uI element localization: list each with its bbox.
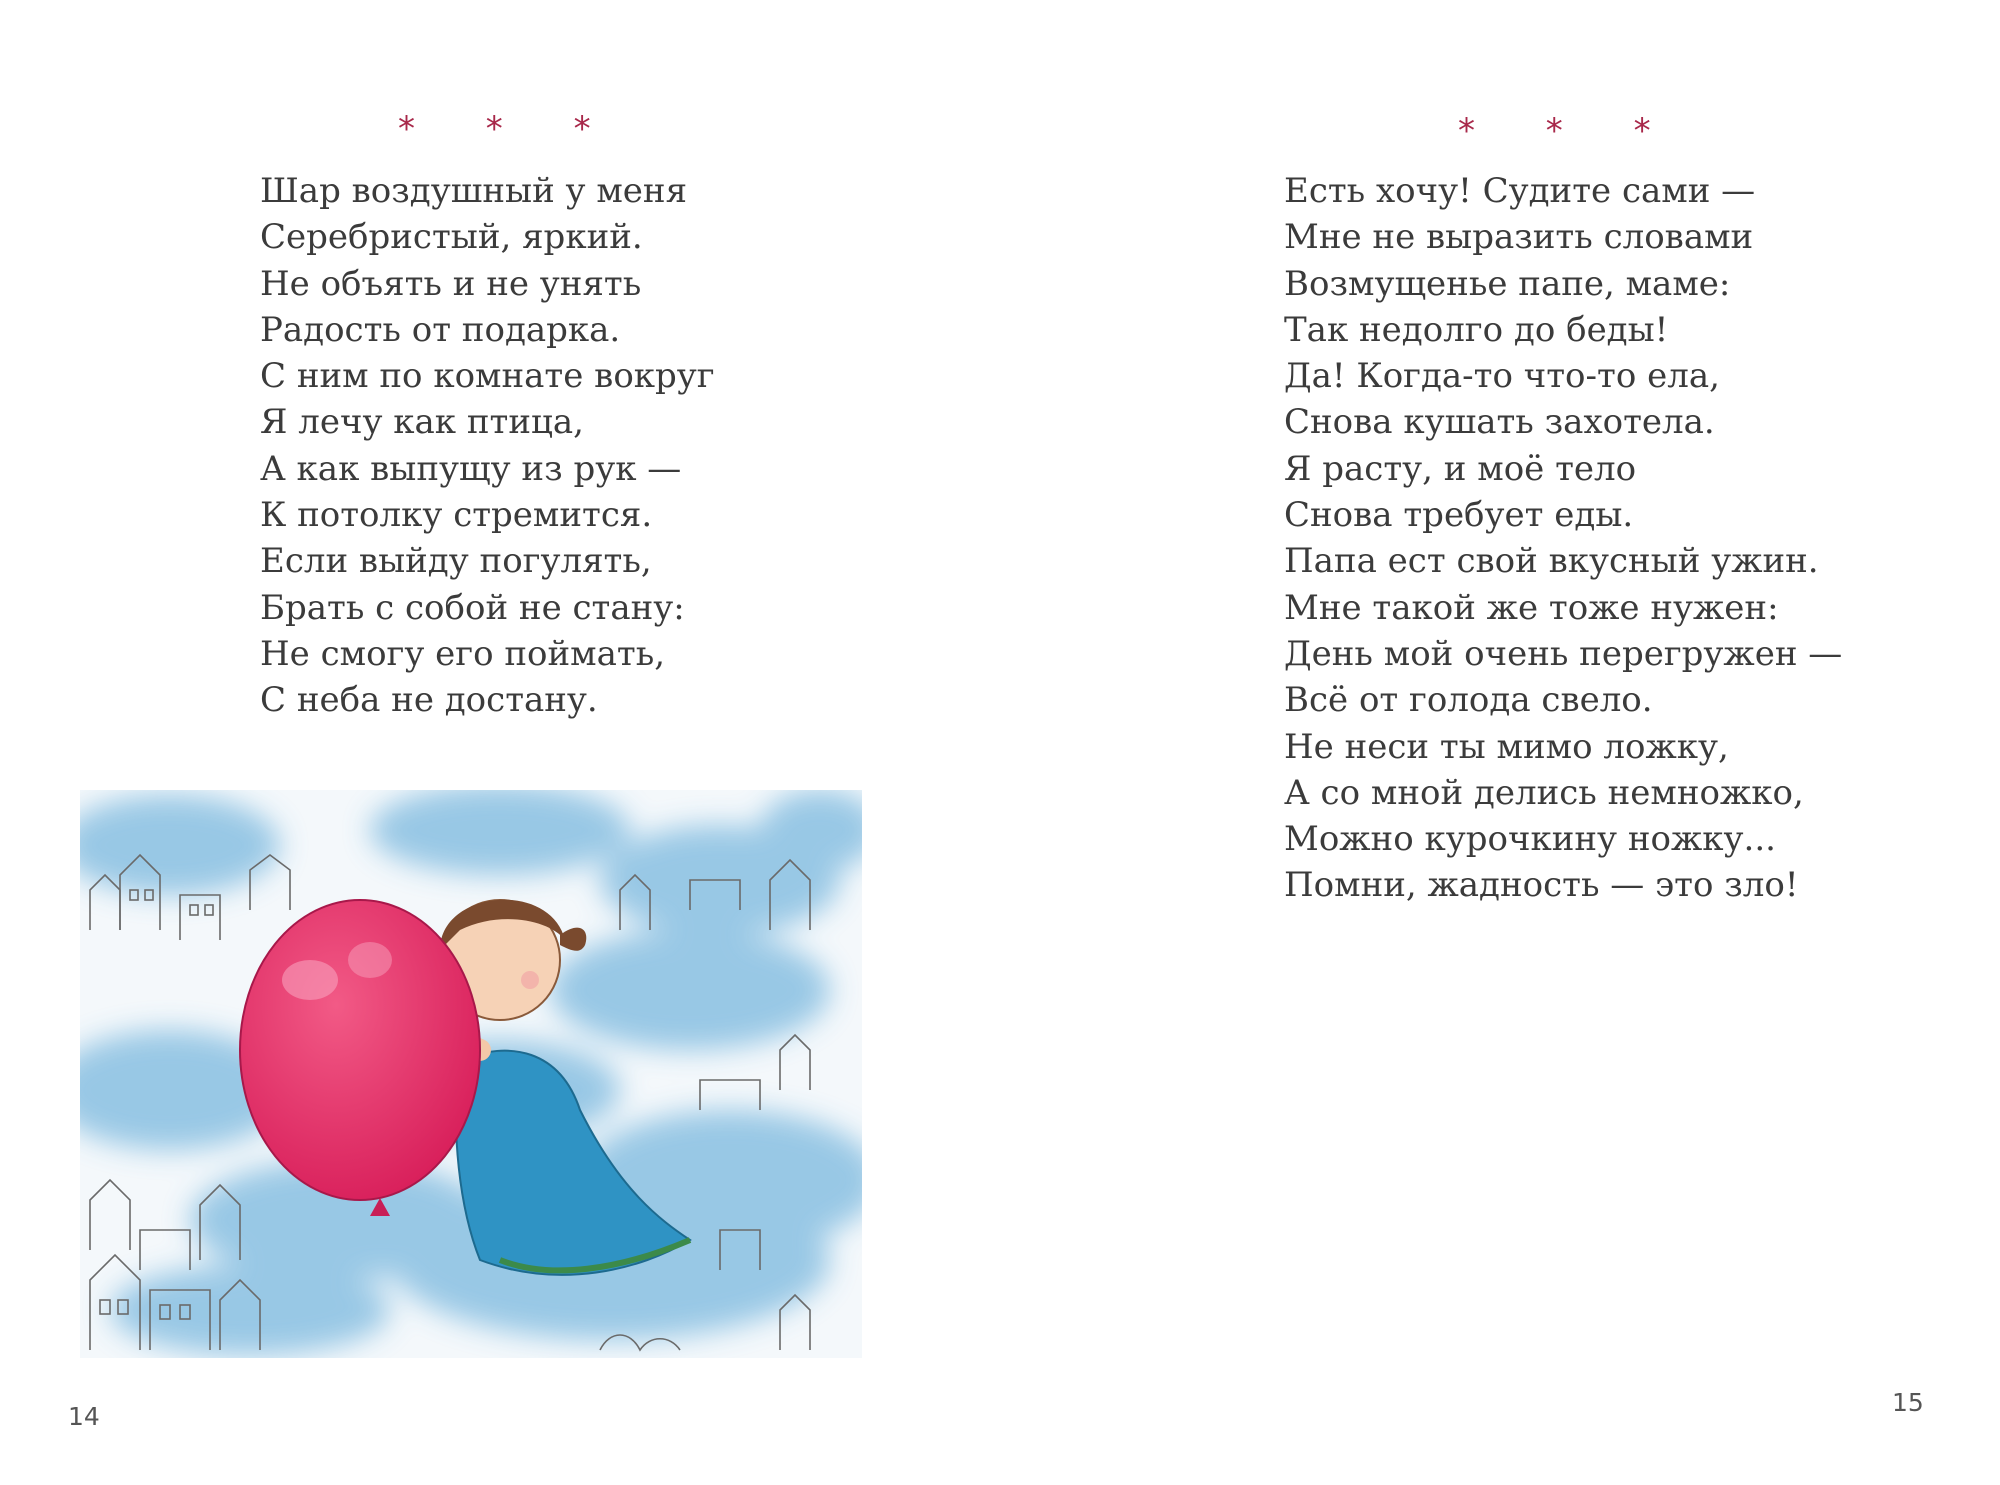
poem-line: Есть хочу! Судите сами — — [1284, 171, 1756, 211]
poem-hungry — [1284, 168, 1842, 909]
poem-line: Шар воздушный у меня — [260, 171, 688, 211]
poem-line: Мне такой же тоже нужен: — [1284, 587, 1779, 628]
poem-line: Возмущенье папе, маме: — [1284, 263, 1731, 304]
ornament-asterisks: * * * — [1458, 111, 1681, 151]
poem-line: Серебристый, яркий. — [260, 217, 643, 258]
poem-line: С ним по комнате вокруг — [260, 356, 715, 397]
poem-line: К потолку стремится. — [260, 495, 653, 536]
poem-line: Я расту, и моё тело — [1284, 448, 1637, 489]
page-number: 15 — [1892, 1388, 1924, 1417]
poem-line: Снова требует еды. — [1284, 495, 1634, 536]
right-page — [1000, 0, 2000, 1485]
poem-line: Не объять и не унять — [260, 263, 642, 304]
poem-line: С неба не достану. — [260, 680, 598, 721]
poem-line: Брать с собой не стану: — [260, 587, 685, 628]
poem-line: День мой очень перегружен — — [1284, 633, 1843, 674]
poem-line: А со мной делись немножко, — [1284, 772, 1804, 813]
poem-line: А как выпущу из рук — — [260, 448, 682, 489]
poem-line: Не смогу его поймать, — [260, 633, 666, 674]
poem-line: Можно курочкину ножку... — [1284, 819, 1776, 860]
page-number: 14 — [68, 1402, 100, 1431]
ornament-asterisks: * * * — [398, 109, 621, 149]
poem-line: Так недолго до беды! — [1284, 309, 1669, 350]
poem-line: Я лечу как птица, — [260, 402, 584, 443]
poem-line: Папа ест свой вкусный ужин. — [1284, 541, 1819, 582]
poem-line: Помни, жадность — это зло! — [1284, 865, 1799, 906]
poem-line: Если выйду погулять, — [260, 541, 652, 582]
poem-line: Мне не выразить словами — [1284, 217, 1754, 258]
poem-line: Не неси ты мимо ложку, — [1284, 726, 1729, 767]
poem-line: Да! Когда-то что-то ела, — [1284, 356, 1720, 397]
poem-line: Снова кушать захотела. — [1284, 402, 1715, 443]
poem-balloon — [260, 168, 715, 724]
poem-line: Всё от голода свело. — [1284, 680, 1653, 721]
girl-with-balloon-illustration — [80, 790, 862, 1358]
poem-line: Радость от подарка. — [260, 309, 621, 350]
